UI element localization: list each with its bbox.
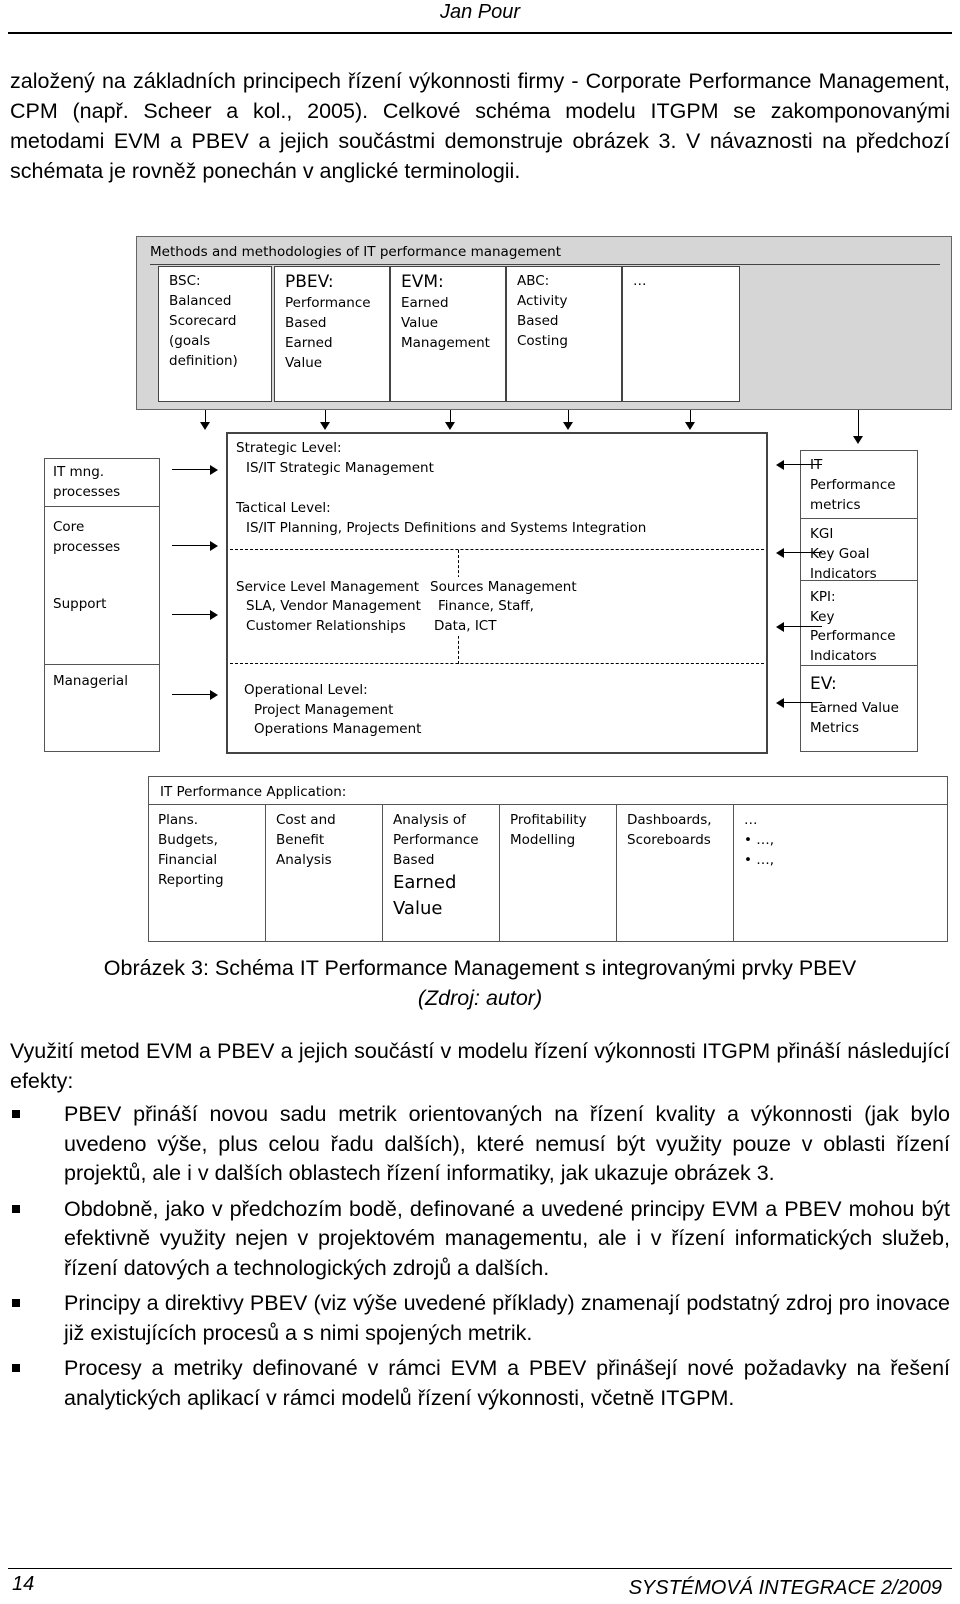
kpi-label: Key bbox=[810, 609, 835, 625]
kpi-label: Performance bbox=[810, 628, 896, 644]
arrow-shaft bbox=[172, 545, 212, 546]
application-line-large: Earned bbox=[393, 872, 457, 893]
method-bsc-line: definition) bbox=[169, 353, 238, 369]
method-pbev-line: Earned bbox=[285, 335, 333, 351]
method-box-more bbox=[622, 266, 740, 402]
method-abc-line: Based bbox=[517, 313, 559, 329]
running-header-author: Jan Pour bbox=[439, 1, 521, 23]
service-level-mgmt-item: SLA, Vendor Management bbox=[246, 598, 421, 614]
kgi-label: Key Goal bbox=[810, 546, 870, 562]
left-divider bbox=[44, 506, 160, 507]
application-line: Analysis bbox=[276, 852, 332, 868]
method-pbev-line: Performance bbox=[285, 295, 371, 311]
application-line: Based bbox=[393, 852, 435, 868]
strategic-level-label: Strategic Level: bbox=[236, 440, 342, 456]
processes-title-line: processes bbox=[53, 484, 121, 500]
application-cell-pbev-analysis bbox=[382, 804, 499, 942]
tactical-level-label: Tactical Level: bbox=[236, 500, 331, 516]
method-evm-line: Management bbox=[401, 335, 490, 351]
application-line: Reporting bbox=[158, 872, 224, 888]
page-number: 14 bbox=[12, 1573, 35, 1595]
methods-title-rule bbox=[150, 264, 940, 265]
footer-rule bbox=[8, 1568, 952, 1569]
sources-mgmt: Sources Management bbox=[430, 579, 577, 595]
method-bsc-line: BSC: bbox=[169, 273, 201, 289]
arrow-right-icon bbox=[210, 610, 218, 620]
list-item-text: Procesy a metriky definované v rámci EVM a PBEV přinášejí nové požadavky na řešení analytických aplikací v rámci modelů řízení výkonnosti, včetně ITGPM. bbox=[64, 1356, 950, 1410]
method-evm-heading: EVM: bbox=[401, 272, 444, 292]
square-bullet-icon bbox=[12, 1110, 20, 1118]
square-bullet-icon bbox=[12, 1299, 20, 1307]
service-level-mgmt-item: Customer Relationships bbox=[246, 618, 406, 634]
kpi-label: KPI: bbox=[810, 589, 836, 605]
support-label: Support bbox=[53, 596, 107, 612]
arrow-shaft bbox=[782, 552, 822, 553]
list-item-text: Obdobně, jako v předchozím bodě, definované a uvedené principy EVM a PBEV mohou být efektivně využity nejen v projektovém managementu, ale i v řízení informatických služeb, řízení datových a technologických zdrojů a dalších. bbox=[64, 1196, 950, 1280]
application-cell-more bbox=[733, 804, 948, 942]
strategic-level-item: IS/IT Strategic Management bbox=[246, 460, 434, 476]
managerial-label: Managerial bbox=[53, 673, 128, 689]
right-divider bbox=[800, 665, 918, 666]
arrow-down-icon bbox=[445, 422, 455, 430]
tactical-level-item: IS/IT Planning, Projects Definitions and Systems Integration bbox=[246, 520, 647, 536]
method-box-bsc bbox=[158, 266, 272, 402]
level-divider bbox=[230, 549, 764, 550]
application-line: Profitability bbox=[510, 812, 587, 828]
list-item bbox=[10, 1289, 950, 1348]
arrow-shaft bbox=[782, 702, 822, 703]
arrow-shaft bbox=[172, 614, 212, 615]
arrow-right-icon bbox=[210, 690, 218, 700]
operational-level-label: Operational Level: bbox=[244, 682, 368, 698]
left-divider bbox=[44, 664, 160, 665]
effects-list bbox=[10, 1100, 950, 1419]
method-abc-line: ABC: bbox=[517, 273, 550, 289]
method-box-pbev bbox=[274, 266, 390, 402]
arrow-shaft bbox=[172, 694, 212, 695]
arrow-down-icon bbox=[320, 422, 330, 430]
ev-label: EV: bbox=[810, 674, 837, 694]
method-bsc-line: Scorecard bbox=[169, 313, 237, 329]
arrow-right-icon bbox=[210, 541, 218, 551]
application-line: Budgets, bbox=[158, 832, 218, 848]
level-divider bbox=[230, 663, 764, 664]
method-abc-line: Activity bbox=[517, 293, 568, 309]
method-abc-line: Costing bbox=[517, 333, 568, 349]
arrow-right-icon bbox=[210, 465, 218, 475]
list-item-text: Principy a direktivy PBEV (viz výše uvedené příklady) znamenají podstatný zdroj pro inovace již existujících procesů a s nimi spojených metrik. bbox=[64, 1291, 950, 1345]
arrow-shaft bbox=[858, 410, 859, 438]
ev-label: Metrics bbox=[810, 720, 860, 736]
application-line: • …, bbox=[744, 832, 775, 848]
application-line: Modelling bbox=[510, 832, 576, 848]
arrow-down-icon bbox=[200, 422, 210, 430]
ev-label: Earned Value bbox=[810, 700, 899, 716]
right-divider bbox=[800, 518, 918, 519]
application-cell-profitability bbox=[499, 804, 616, 942]
metrics-title-line: IT bbox=[810, 457, 823, 473]
arrow-down-icon bbox=[853, 436, 863, 444]
core-processes-label: Core bbox=[53, 519, 85, 535]
core-processes-label: processes bbox=[53, 539, 121, 555]
application-line: • …, bbox=[744, 852, 775, 868]
list-item bbox=[10, 1354, 950, 1413]
method-bsc-line: Balanced bbox=[169, 293, 232, 309]
method-evm-line: Earned bbox=[401, 295, 449, 311]
application-line: Cost and bbox=[276, 812, 336, 828]
application-line-large: Value bbox=[393, 898, 443, 919]
application-line: Financial bbox=[158, 852, 218, 868]
processes-title-line: IT mng. bbox=[53, 464, 105, 480]
effects-paragraph: Využití metod EVM a PBEV a jejich součástí v modelu řízení výkonnosti ITGPM přináší následující efekty: bbox=[10, 1039, 950, 1093]
sources-mgmt-item: Data, ICT bbox=[434, 618, 497, 634]
method-bsc-line: (goals bbox=[169, 333, 211, 349]
method-evm-line: Value bbox=[401, 315, 439, 331]
method-box-evm bbox=[390, 266, 506, 402]
kpi-label: Indicators bbox=[810, 648, 877, 664]
kgi-label: Indicators bbox=[810, 566, 877, 582]
figure-source: (Zdroj: autor) bbox=[417, 986, 543, 1010]
application-line: Plans. bbox=[158, 812, 199, 828]
arrow-left-icon bbox=[776, 622, 784, 632]
application-line: Dashboards, bbox=[627, 812, 712, 828]
arrow-shaft bbox=[782, 626, 822, 627]
application-line: Scoreboards bbox=[627, 832, 711, 848]
metrics-title-line: Performance bbox=[810, 477, 896, 493]
header-rule bbox=[8, 32, 952, 34]
square-bullet-icon bbox=[12, 1364, 20, 1372]
method-pbev-heading: PBEV: bbox=[285, 272, 334, 292]
operational-level-item: Project Management bbox=[254, 702, 394, 718]
arrow-left-icon bbox=[776, 698, 784, 708]
metrics-title-line: metrics bbox=[810, 497, 861, 513]
application-cell-plans bbox=[148, 804, 266, 942]
applications-title: IT Performance Application: bbox=[160, 784, 347, 800]
application-cell-dashboards bbox=[616, 804, 733, 942]
method-box-abc bbox=[506, 266, 622, 402]
list-item bbox=[10, 1195, 950, 1284]
application-line: … bbox=[744, 812, 758, 828]
operational-level-item: Operations Management bbox=[254, 721, 422, 737]
sources-mgmt-item: Finance, Staff, bbox=[438, 598, 534, 614]
application-line: Analysis of bbox=[393, 812, 466, 828]
list-item bbox=[10, 1100, 950, 1189]
method-pbev-line: Value bbox=[285, 355, 323, 371]
list-item-text: PBEV přináší novou sadu metrik orientovaných na řízení kvality a výkonnosti (jak bylo uvedeno výše, plus celou řadu dalších), které nemusí být využity pouze v oblasti řízení projektů, ale i v dalších oblastech řízení informatiky, jak ukazuje obrázek 3. bbox=[64, 1102, 950, 1185]
arrow-left-icon bbox=[776, 548, 784, 558]
figure-caption: Obrázek 3: Schéma IT Performance Management s integrovanými prvky PBEV bbox=[103, 956, 857, 980]
journal-name: SYSTÉMOVÁ INTEGRACE 2/2009 bbox=[628, 1577, 942, 1599]
methods-title: Methods and methodologies of IT performance management bbox=[150, 244, 562, 260]
arrow-down-icon bbox=[685, 422, 695, 430]
square-bullet-icon bbox=[12, 1205, 20, 1213]
application-line: Performance bbox=[393, 832, 479, 848]
service-level-mgmt: Service Level Management bbox=[236, 579, 420, 595]
intro-paragraph: založený na základních principech řízení výkonnosti firmy - Corporate Performance Management, CPM (např. Scheer a kol., 2005). Celkové schéma modelu ITGPM se zakomponovanými metodami EVM a PBEV a jejich součástmi demonstruje obrázek 3. V návaznosti na předchozí schémata je rovněž ponechán v anglické terminologii. bbox=[10, 69, 950, 183]
right-divider bbox=[800, 580, 918, 581]
method-pbev-line: Based bbox=[285, 315, 327, 331]
arrow-left-icon bbox=[776, 460, 784, 470]
arrow-down-icon bbox=[563, 422, 573, 430]
method-more-line: … bbox=[633, 273, 647, 289]
application-line: Benefit bbox=[276, 832, 325, 848]
arrow-shaft bbox=[172, 469, 212, 470]
application-cell-cost-benefit bbox=[265, 804, 382, 942]
arrow-shaft bbox=[782, 464, 822, 465]
kgi-label: KGI bbox=[810, 526, 834, 542]
